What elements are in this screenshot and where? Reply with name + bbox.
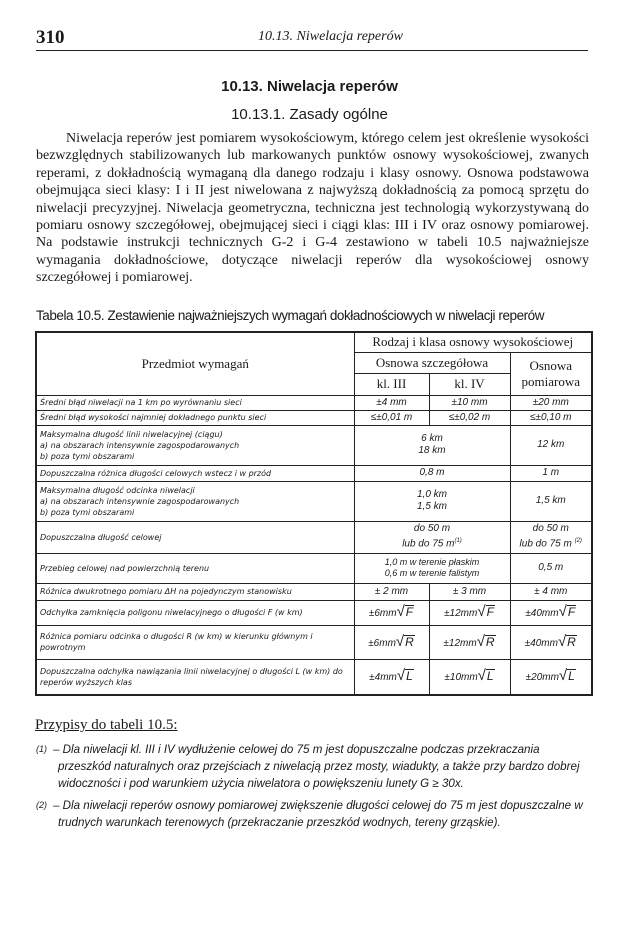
requirements-table — [35, 331, 593, 696]
running-head: 10.13. Niwelacja reperów — [258, 29, 403, 44]
footnote-ref: (1) — [454, 538, 462, 545]
cell-text: lub do 75 m — [402, 538, 455, 550]
row-label: Dopuszczalna długość celowej — [36, 521, 354, 553]
class3-header: kl. III — [354, 373, 429, 395]
row-label-line: b) poza tymi obszarami — [40, 507, 135, 517]
sqrt-var: L — [486, 669, 494, 684]
cell-value: 1 m — [510, 465, 592, 481]
footnote-text: – Dla niwelacji reperów osnowy pomiarowej zwiększenie długości celowej do 75 m jest dopuszczalne w trudnych warunkach terenowych (przekraczanie przeszkód wodnych, tereny grząskie). — [53, 799, 583, 829]
group-header: Rodzaj i klasa osnowy wysokościowej — [354, 332, 592, 352]
cell-value: ±40mm√F — [510, 600, 592, 625]
coef: ±40mm — [525, 608, 559, 619]
cell-text: lub do 75 m — [519, 538, 572, 550]
table-row — [36, 465, 592, 481]
cell-line: do 50 m — [413, 523, 451, 535]
cell-value — [354, 553, 510, 583]
cell-line — [514, 535, 589, 550]
cell-value: ±20 mm — [510, 395, 592, 410]
cell-value: ± 2 mm — [354, 583, 429, 600]
footnotes-title: Przypisy do tabeli 10.5: — [35, 717, 178, 733]
cell-value — [354, 425, 510, 465]
row-label: Odchyłka zamknięcia poligonu niwelacyjnego o długości F (w km) — [36, 600, 354, 625]
row-label: Dopuszczalna odchyłka nawiązania linii niwelacyjnej o długości L (w km) do reperów wyższych klas — [36, 659, 354, 695]
cell-line: do 50 m — [532, 523, 569, 535]
table-row — [36, 659, 592, 695]
row-label — [36, 425, 354, 465]
cell-value: ±20mm√L — [510, 659, 592, 695]
coef: ±4mm — [369, 672, 397, 684]
cell-value: ± 3 mm — [429, 583, 510, 600]
cell-value: 1,5 km — [510, 481, 592, 521]
cell-value: 0,8 m — [354, 465, 510, 481]
cell-value: ±6mm√R — [354, 625, 429, 659]
sqrt-var: R — [405, 634, 414, 649]
cell-line — [358, 535, 507, 550]
table-row — [36, 425, 592, 465]
row-label-line: Maksymalna długość linii niwelacyjnej (ciągu) — [40, 429, 223, 439]
cell-value: 12 km — [510, 425, 592, 465]
class4-header: kl. IV — [429, 373, 510, 395]
cell-value: ±12mm√F — [429, 600, 510, 625]
table-row — [36, 583, 592, 600]
sqrt-var: F — [567, 605, 576, 619]
coef: ±6mm — [368, 608, 397, 619]
sqrt-var: F — [486, 605, 494, 619]
page-header — [36, 27, 588, 51]
row-label — [36, 481, 354, 521]
coef: ±20mm — [525, 672, 559, 684]
table-row — [36, 395, 592, 410]
footnote-1 — [36, 741, 592, 792]
measurement-header: Osnowa pomiarowa — [510, 352, 592, 395]
sqrt-var: L — [406, 669, 413, 684]
cell-line: 18 km — [418, 445, 446, 456]
coef: ±6mm — [368, 637, 396, 649]
table-row — [36, 553, 592, 583]
row-label: Różnica pomiaru odcinka o długości R (w km) w kierunku głównym i powrotnym — [36, 625, 354, 659]
cell-value: ≤±0,01 m — [354, 410, 429, 425]
cell-line: 1,0 m w terenie płaskim — [384, 557, 480, 567]
cell-value: 0,5 m — [510, 553, 592, 583]
cell-value: ≤±0,10 m — [510, 410, 592, 425]
cell-value: ± 4 mm — [510, 583, 592, 600]
coef: ±10mm — [444, 672, 478, 684]
row-label: Przebieg celowej nad powierzchnią terenu — [36, 553, 354, 583]
cell-value: ±6mm√F — [354, 600, 429, 625]
sqrt-var: L — [568, 669, 575, 684]
coef: ±12mm — [444, 608, 478, 619]
section-title: 10.13. Niwelacja reperów — [221, 78, 398, 95]
cell-value: ±4mm√L — [354, 659, 429, 695]
page-number: 310 — [36, 27, 65, 48]
paragraph-text: Niwelacja reperów jest pomiarem wysokościowym, którego celem jest określenie wysokości bezwzględnych stabilizowanych lub markowanych punktów osnowy wysokościowej, zwanych reperami, z dokładnością wymaganą dla danego rodzaju i klasy osnowy. Osnowa podstawowa obejmująca sieci klasy: I i II jest niwelowana z najwyższą dokładnością za pomocą sprzętu do niwelacji precyzyjnej. Niwelacja geometryczna, techniczna jest technologią wykorzystywaną do pomiaru osnowy szczegółowej, obejmującej sieci i ciągi klas: III i IV oraz osnowy pomiarowej. Na podstawie instrukcji technicznych G-2 i G-4 zestawiono w tabeli 10.5 najważniejsze wymagania dokładnościowe, dotyczące niwelacji reperów dla wysokościowej osnowy szczegółowej i pomiarowej. — [36, 131, 589, 286]
footnote-ref: (2) — [574, 538, 582, 545]
coef: ±12mm — [443, 637, 477, 649]
row-label-line: Maksymalna długość odcinka niwelacji — [40, 485, 195, 495]
table-row — [36, 521, 592, 553]
footnote-2 — [36, 797, 592, 831]
table-row — [36, 410, 592, 425]
table-row — [36, 600, 592, 625]
footnote-marker: (2) — [36, 800, 47, 810]
table-caption: Tabela 10.5. Zestawienie najważniejszych wymagań dokładnościowych w niwelacji reperów — [36, 308, 545, 323]
cell-value: ±10 mm — [429, 395, 510, 410]
cell-value — [510, 521, 592, 553]
row-label-line: a) na obszarach intensywnie zagospodarowanych — [40, 440, 240, 450]
subsection-title: 10.13.1. Zasady ogólne — [231, 106, 388, 123]
row-label: Różnica dwukrotnego pomiaru ΔH na pojedynczym stanowisku — [36, 583, 354, 600]
sqrt-var: R — [485, 634, 495, 649]
cell-value: ≤±0,02 m — [429, 410, 510, 425]
cell-line: 6 km — [421, 433, 443, 444]
row-label: Średni błąd niwelacji na 1 km po wyrównaniu sieci — [36, 395, 354, 410]
row-label: Średni błąd wysokości najmniej dokładnego punktu sieci — [36, 410, 354, 425]
detailed-header: Osnowa szczegółowa — [354, 352, 510, 373]
cell-value — [354, 481, 510, 521]
row-label-line: a) na obszarach intensywnie zagospodarowanych — [40, 496, 240, 506]
table-row — [36, 481, 592, 521]
cell-value: ±4 mm — [354, 395, 429, 410]
footnote-marker: (1) — [36, 744, 47, 754]
footnote-text: – Dla niwelacji kl. III i IV wydłużenie celowej do 75 m jest dopuszczalne podczas przekraczania przeszkód naturalnych oraz przejściach z niwelacją przez mosty, wiadukty, a także przy bardzo dobrej widoczności i pod warunkiem użycia niwelatora o powiększeniu lunety G ≥ 30x. — [53, 743, 580, 790]
sqrt-var: F — [405, 605, 414, 619]
row-label: Dopuszczalna różnica długości celowych wstecz i w przód — [36, 465, 354, 481]
cell-value: ±12mm√R — [429, 625, 510, 659]
cell-value — [354, 521, 510, 553]
coef: ±40mm — [524, 637, 558, 649]
sqrt-var: R — [567, 634, 576, 649]
cell-line: 1,5 km — [416, 501, 447, 512]
row-label-line: b) poza tymi obszarami — [40, 451, 135, 461]
cell-line: 1,0 km — [416, 489, 447, 500]
table-row — [36, 625, 592, 659]
cell-value: ±10mm√L — [429, 659, 510, 695]
subject-header: Przedmiot wymagań — [36, 332, 354, 395]
cell-value: ±40mm√R — [510, 625, 592, 659]
cell-line: 0,6 m w terenie falistym — [384, 568, 480, 578]
body-paragraph — [36, 130, 589, 287]
